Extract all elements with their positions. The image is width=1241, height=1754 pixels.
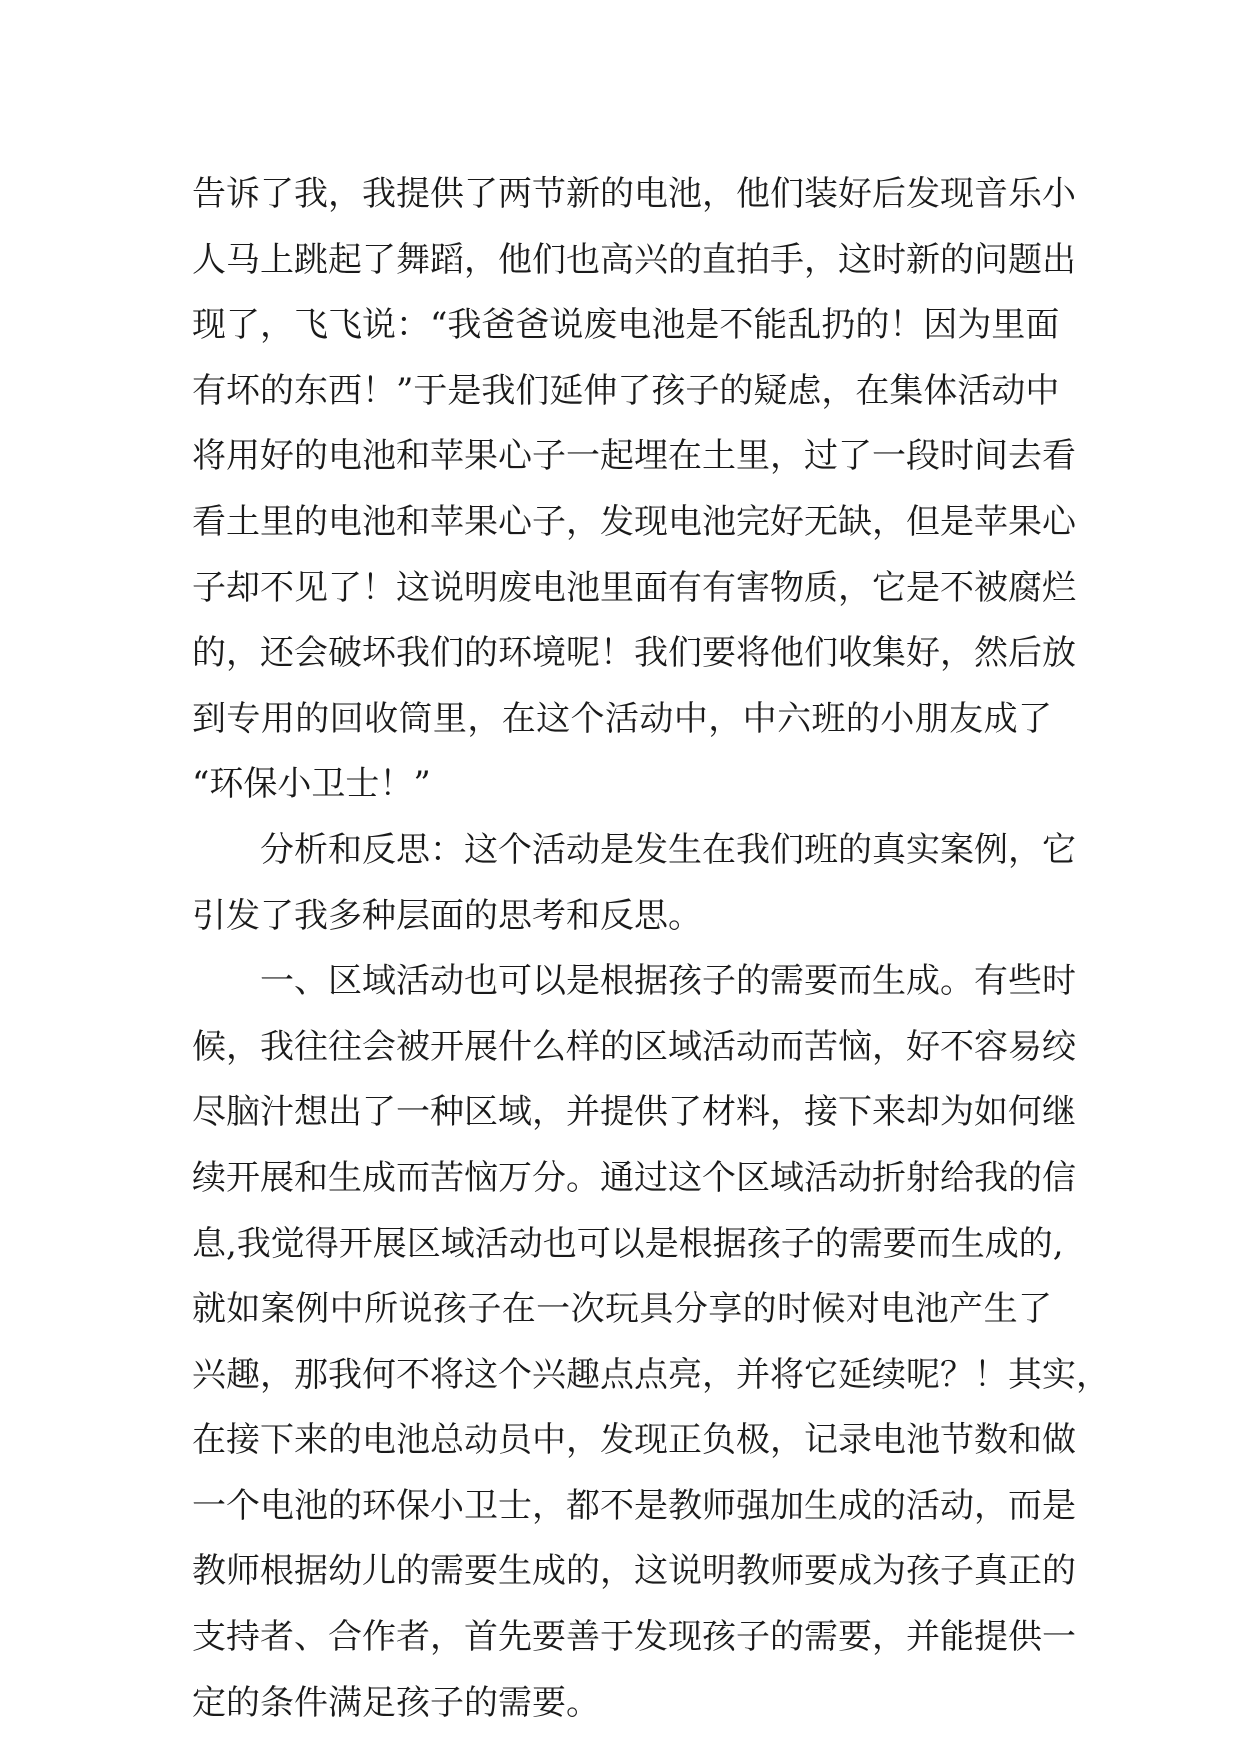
text-line: 子却不见了！这说明废电池里面有有害物质，它是不被腐烂: [192, 567, 1076, 608]
text-line: 定的条件满足孩子的需要。: [192, 1682, 600, 1723]
text-line: 人马上跳起了舞蹈，他们也高兴的直拍手，这时新的问题出: [192, 239, 1076, 280]
text-line: 在接下来的电池总动员中，发现正负极，记录电池节数和做: [192, 1420, 1076, 1461]
text-line: 看土里的电池和苹果心子，发现电池完好无缺，但是苹果心: [192, 501, 1076, 542]
text-line: 兴趣，那我何不将这个兴趣点点亮，并将它延续呢？！其实，: [192, 1354, 1110, 1395]
text-line: 就如案例中所说孩子在一次玩具分享的时候对电池产生了: [192, 1289, 1052, 1330]
paragraph-point-one: [192, 949, 1110, 1736]
text-line: 息,我觉得开展区域活动也可以是根据孩子的需要而生成的,: [192, 1223, 1064, 1264]
document-body: [192, 162, 1110, 1736]
text-line: 分析和反思：这个活动是发生在我们班的真实案例，它: [260, 829, 1076, 870]
text-line: 支持者、合作者，首先要善于发现孩子的需要，并能提供一: [192, 1617, 1076, 1658]
text-line: 尽脑汁想出了一种区域，并提供了材料，接下来却为如何继: [192, 1092, 1076, 1133]
text-line: 一个电池的环保小卫士，都不是教师强加生成的活动，而是: [192, 1485, 1076, 1526]
text-line: 将用好的电池和苹果心子一起埋在土里，过了一段时间去看: [192, 436, 1076, 477]
text-line: 现了，飞飞说：“我爸爸说废电池是不能乱扔的！因为里面: [192, 305, 1060, 346]
paragraph-analysis: [192, 818, 1076, 949]
text-line: 有坏的东西！”于是我们延伸了孩子的疑虑，在集体活动中: [192, 370, 1060, 411]
text-line: 的，还会破坏我们的环境呢！我们要将他们收集好，然后放: [192, 633, 1076, 674]
text-line: 告诉了我，我提供了两节新的电池，他们装好后发现音乐小: [192, 174, 1076, 214]
text-line: 候，我往往会被开展什么样的区域活动而苦恼，好不容易绞: [192, 1026, 1076, 1067]
text-line: 教师根据幼儿的需要生成的，这说明教师要成为孩子真正的: [192, 1551, 1076, 1592]
paragraph-story: [192, 162, 1076, 818]
text-line: 一、区域活动也可以是根据孩子的需要而生成。有些时: [260, 961, 1076, 1002]
text-line: 续开展和生成而苦恼万分。通过这个区域活动折射给我的信: [192, 1157, 1076, 1198]
text-line: 到专用的回收筒里，在这个活动中，中六班的小朋友成了: [192, 698, 1052, 739]
text-line: “环保小卫士！”: [192, 764, 431, 805]
text-line: 引发了我多种层面的思考和反思。: [192, 895, 702, 936]
